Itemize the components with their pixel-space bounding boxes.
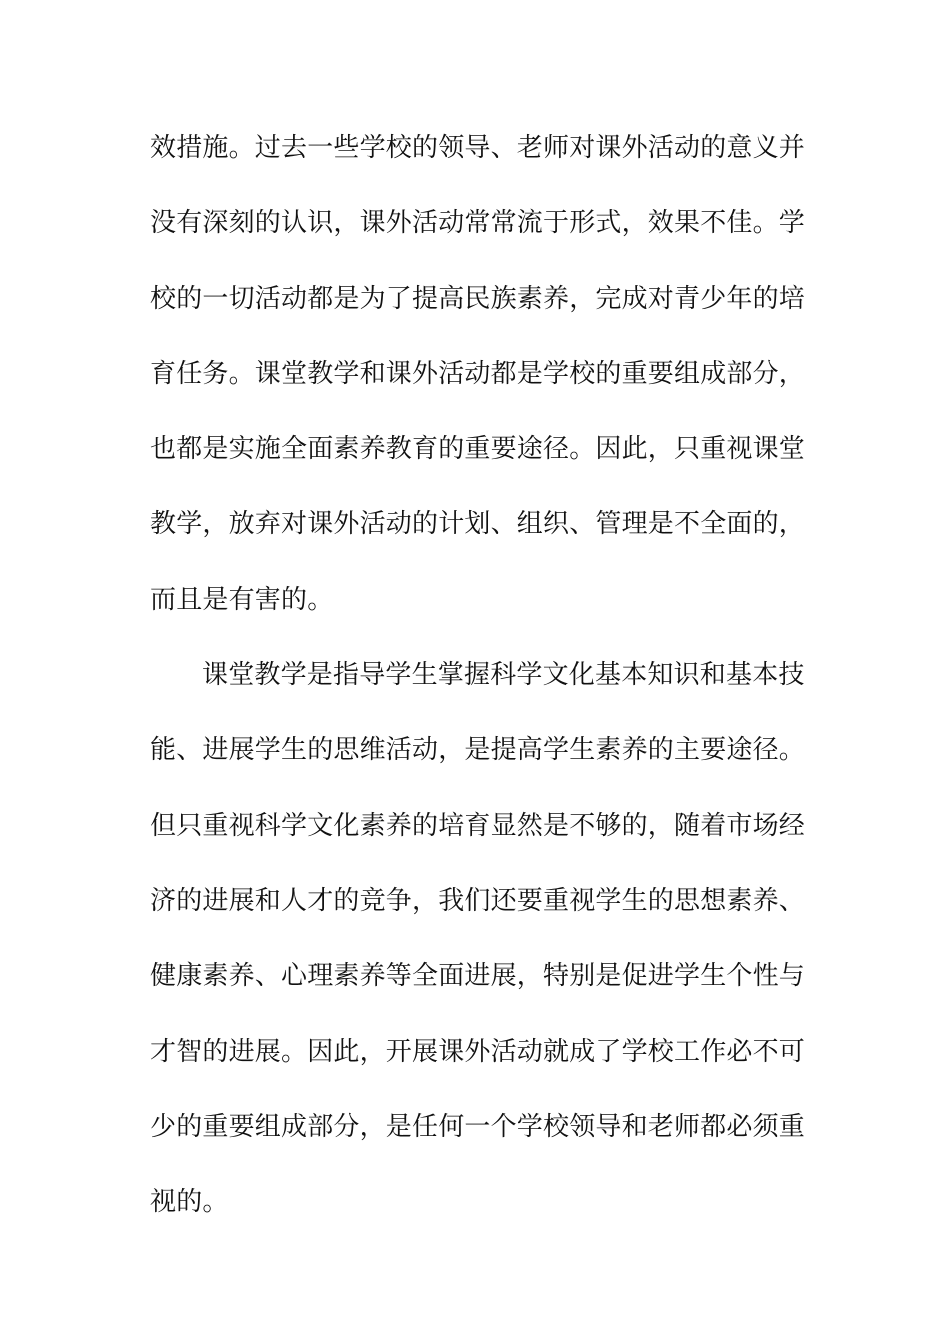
text-line: 没有深刻的认识，课外活动常常流于形式，效果不佳。学 (150, 208, 806, 239)
text-line: 效措施。过去一些学校的领导、老师对课外活动的意义并 (150, 133, 806, 163)
text-line: 济的进展和人才的竞争，我们还要重视学生的思想素养、 (150, 885, 806, 916)
text-line: 但只重视科学文化素养的培育显然是不够的，随着市场经 (150, 810, 806, 841)
text-line: 校的一切活动都是为了提高民族素养，完成对青少年的培 (150, 283, 806, 314)
paragraph-1 (150, 128, 810, 655)
text-line: 课堂教学是指导学生掌握科学文化基本知识和基本技 (202, 660, 805, 691)
text-line: 而且是有害的。 (150, 584, 334, 615)
text-line: 育任务。课堂教学和课外活动都是学校的重要组成部分， (150, 358, 806, 389)
body-text (150, 128, 810, 1257)
text-line: 也都是实施全面素养教育的重要途径。因此，只重视课堂 (150, 434, 806, 465)
text-line: 才智的进展。因此，开展课外活动就成了学校工作必不可 (150, 1036, 806, 1067)
text-line: 教学，放弃对课外活动的计划、组织、管理是不全面的， (150, 509, 806, 540)
text-line: 少的重要组成部分，是任何一个学校领导和老师都必须重 (150, 1111, 806, 1142)
text-line: 能、进展学生的思维活动，是提高学生素养的主要途径。 (150, 735, 806, 766)
paragraph-2 (150, 655, 810, 1257)
text-line: 视的。 (150, 1187, 229, 1218)
text-line: 健康素养、心理素养等全面进展，特别是促进学生个性与 (150, 961, 806, 992)
